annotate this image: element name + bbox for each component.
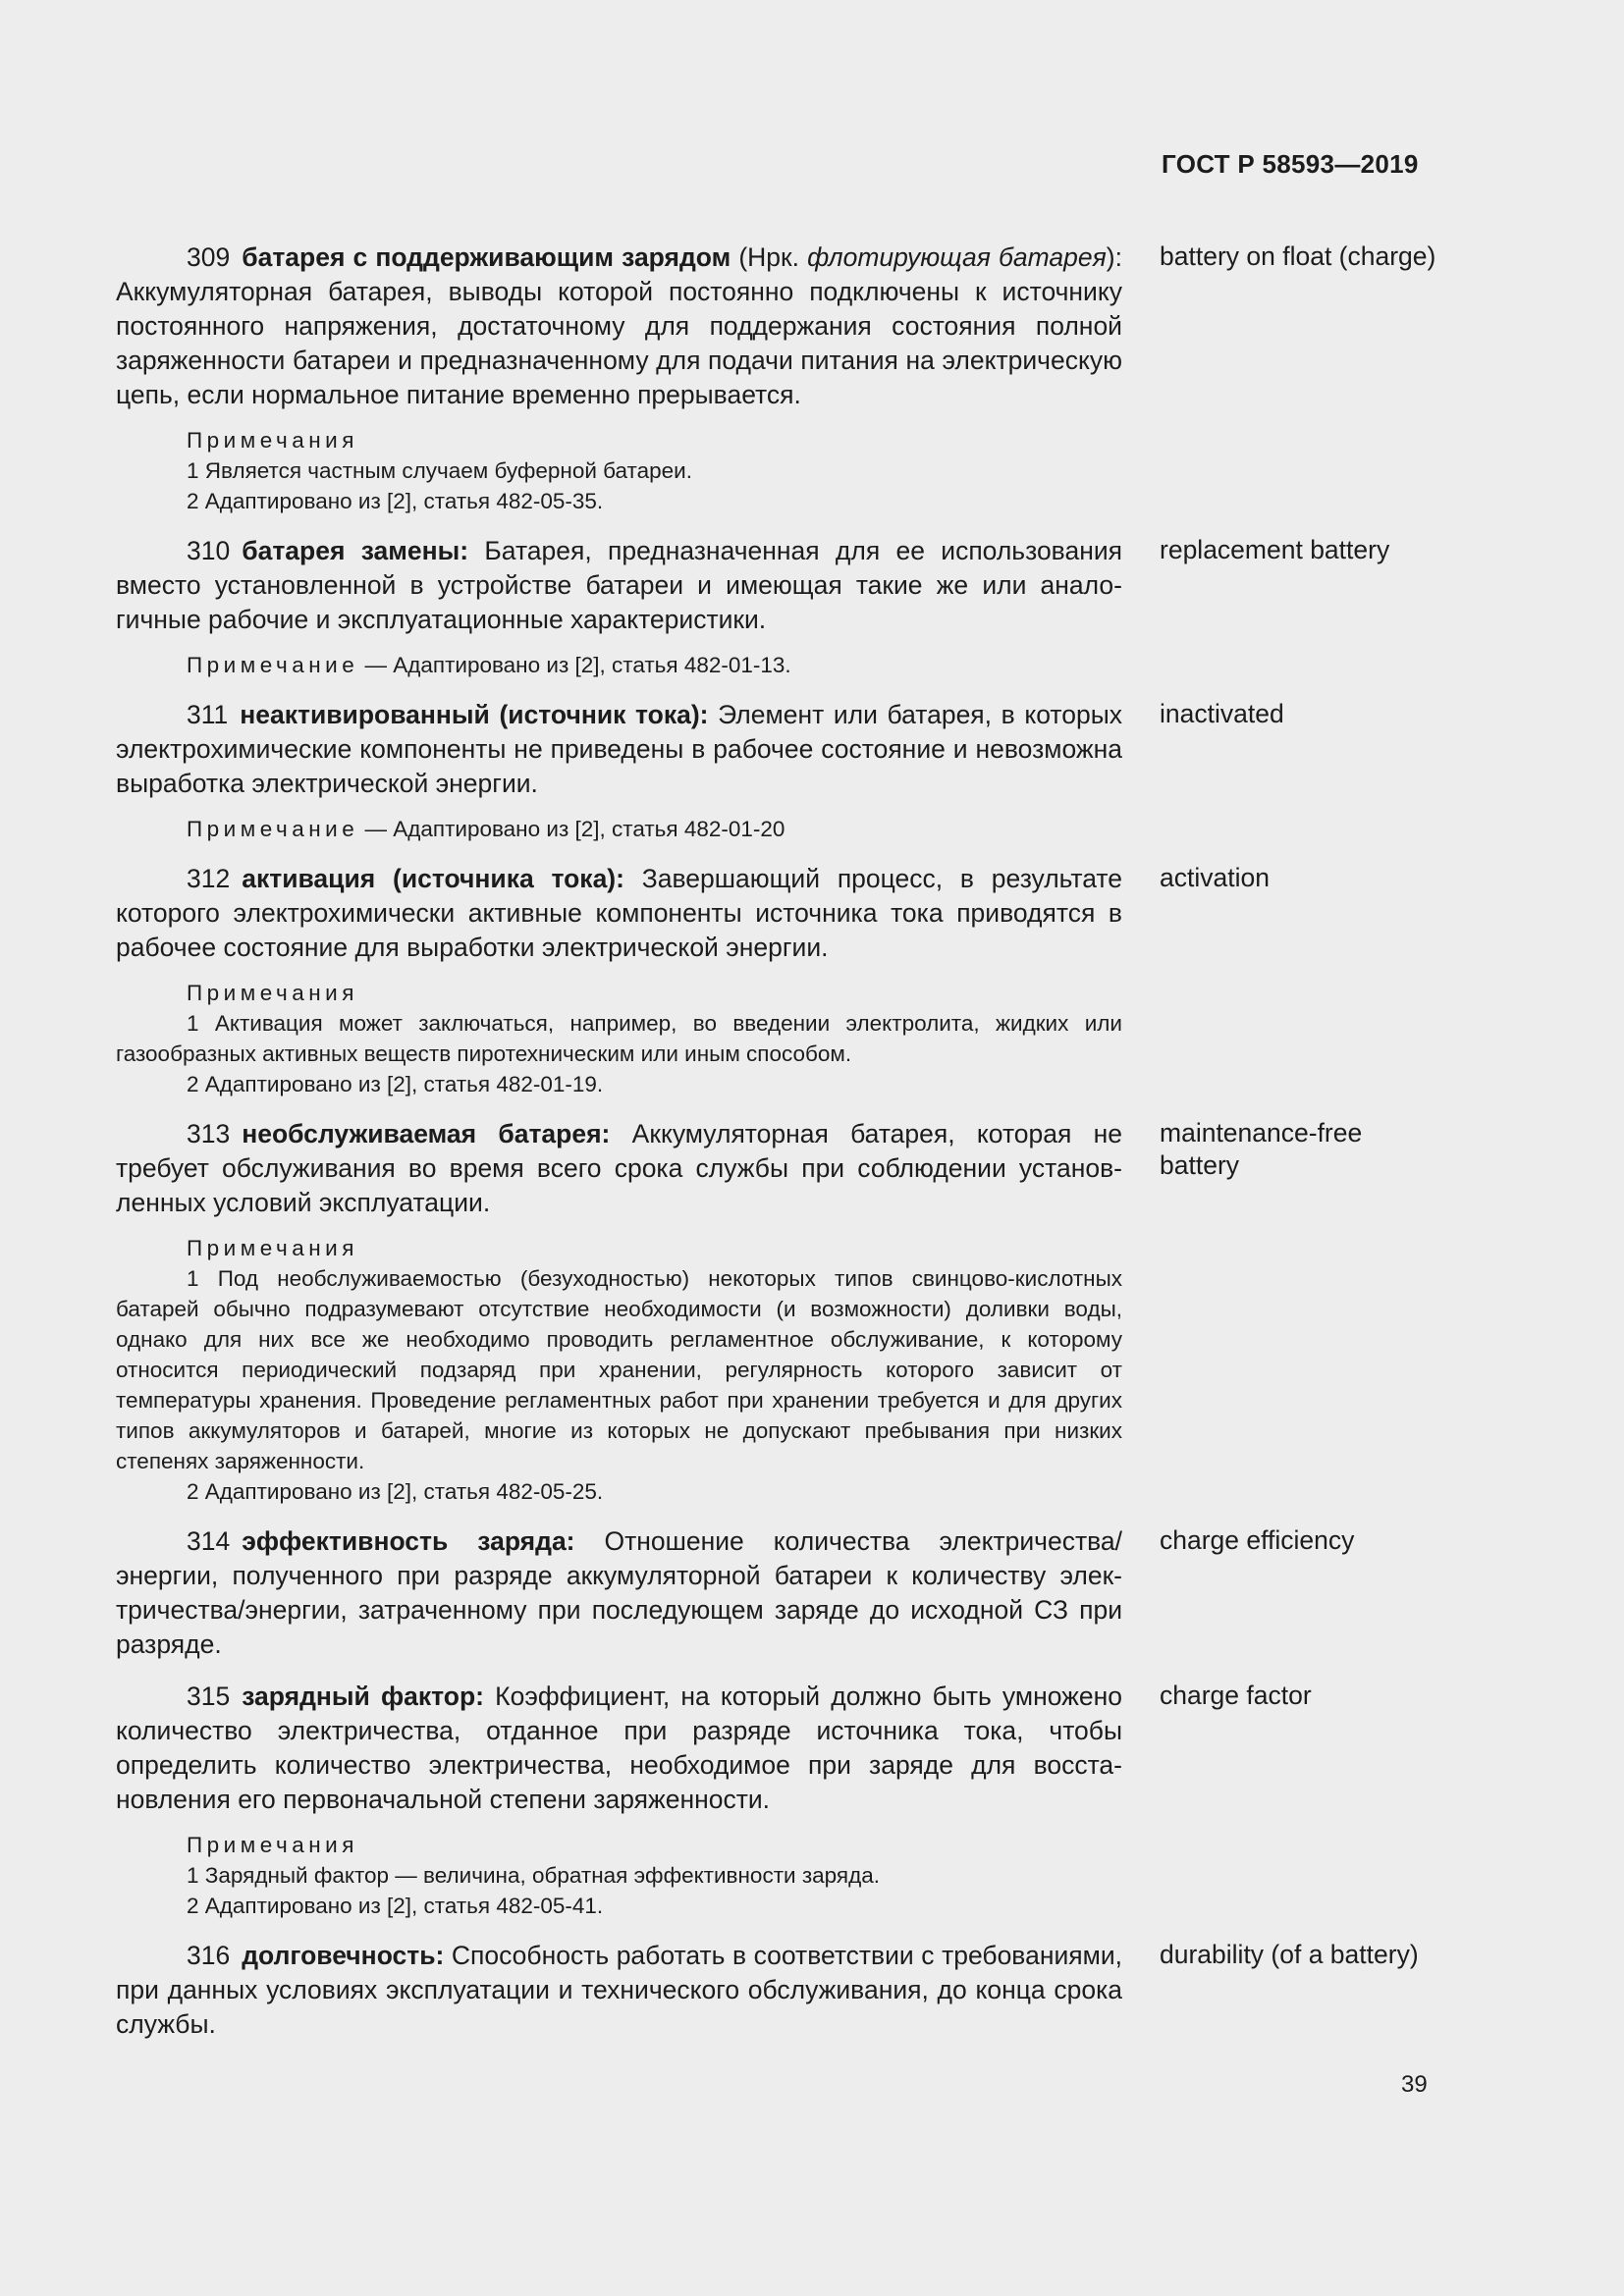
terms-list xyxy=(116,240,1436,2042)
term-name: активация (источника тока): xyxy=(242,864,624,893)
note-item: 1 Под необслуживаемостью (безуходностью) некоторых типов свинцово-кислотных батарей обычно подразумевают отсутствие необходимости (и возможности) доливки воды, однако для них все же необходимо проводить регламентное обслуживание, к которому относится периодический подзаряд при хранении, регулярность которого зависит от температуры хранения. Проведение регламентных работ при хранении требуется и для других типов аккумуляторов и батарей, многие из которых не допускают пребывания при низких степенях заряженности. xyxy=(116,1266,1122,1473)
term-name: неактивированный (источник тока): xyxy=(240,700,709,729)
english-term: inactivated xyxy=(1160,699,1284,728)
note-label: Примечание xyxy=(187,817,359,841)
document-header: ГОСТ Р 58593—2019 xyxy=(1162,149,1419,179)
term-number: 310 xyxy=(187,536,231,565)
term-entry-310 xyxy=(116,534,1432,680)
notes-heading: Примечания xyxy=(187,428,358,453)
term-entry-309 xyxy=(116,240,1436,516)
english-term: battery on float (charge) xyxy=(1160,241,1436,271)
term-name: батарея с поддерживающим зарядом xyxy=(242,242,731,272)
definition-text: Коэффициент, на который должно быть умножено количество электричества, отданное при разряде источника тока, чтобы определить количество электричества, необходимое при заряде для восстановления его первоначальной степени заряженности. xyxy=(116,1682,1122,1814)
note-item xyxy=(116,814,1122,844)
notes-block xyxy=(116,978,1122,1099)
notes-block xyxy=(116,1233,1122,1507)
note-item: 2 Адаптировано из [2], статья 482-05-25. xyxy=(187,1479,604,1504)
english-term: charge factor xyxy=(1160,1681,1312,1710)
definition-text: ): Аккумуляторная батарея, выводы которой постоянно подключены к источнику постоянного напряжения, достаточному для поддержания состояния полной заряженности батареи и предназначенному для подачи питания на электрическую цепь, если нормальное питание временно прерывается. xyxy=(116,242,1122,409)
term-number: 316 xyxy=(187,1941,231,1970)
english-term: replacement battery xyxy=(1160,535,1390,564)
notes-heading: Примечания xyxy=(187,1833,358,1857)
notes-block xyxy=(116,650,1122,680)
term-entry-316 xyxy=(116,1939,1432,2042)
note-text: — Адаптировано из [2], статья 482-01-20 xyxy=(358,817,785,841)
definition-text: Батарея, предназначенная для ее использования вместо установленной в устройстве батареи и имеющая такие же или аналогичные рабочие и эксплуатационные характеристики. xyxy=(116,536,1122,634)
term-definition xyxy=(116,698,1122,801)
term-number: 312 xyxy=(187,864,231,893)
page-number: 39 xyxy=(1401,2071,1428,2098)
term-definition xyxy=(116,1117,1122,1220)
term-number: 309 xyxy=(187,242,231,272)
term-definition xyxy=(116,240,1122,412)
note-item: 1 Активация может заключаться, например, во введении электролита, жидких или газообразных активных веществ пиротехническим или иным способом. xyxy=(116,1011,1122,1066)
english-term: durability (of a battery) xyxy=(1160,1940,1419,1969)
term-number: 314 xyxy=(187,1526,231,1556)
term-alternative: флотирующая батарея xyxy=(807,242,1107,272)
note-item: 2 Адаптировано из [2], статья 482-01-19. xyxy=(187,1072,604,1096)
definition-text: Аккумуляторная батарея, которая не требует обслуживания во время всего срока службы при соблюдении установленных условий эксплуатации. xyxy=(116,1119,1123,1217)
note-item: 2 Адаптировано из [2], статья 482-05-41. xyxy=(187,1894,604,1918)
definition-text: Завершающий процесс, в результате которого электрохимически активные компоненты источника тока приводятся в рабочее состояние для выработки электрической энергии. xyxy=(116,864,1122,962)
term-name: эффективность заряда: xyxy=(242,1526,575,1556)
term-entry-313 xyxy=(116,1117,1432,1507)
note-item: 1 Зарядный фактор — величина, обратная эффективности заряда. xyxy=(187,1863,880,1888)
note-label: Примечание xyxy=(187,653,359,677)
notes-block xyxy=(116,425,1122,516)
term-name: необслуживаемая батарея: xyxy=(242,1119,611,1148)
definition-text: Способность работать в соответствии с требованиями, при данных условиях эксплуатации и технического обслуживания, до конца срока службы. xyxy=(116,1941,1122,2039)
term-entry-315 xyxy=(116,1680,1432,1921)
term-entry-312 xyxy=(116,862,1432,1099)
term-name: батарея замены: xyxy=(242,536,469,565)
notes-block xyxy=(116,814,1122,844)
term-definition xyxy=(116,534,1122,637)
note-item: 1 Является частным случаем буферной батареи. xyxy=(187,458,692,483)
note-item xyxy=(116,650,1122,680)
term-name: зарядный фактор: xyxy=(242,1682,485,1711)
term-number: 315 xyxy=(187,1682,231,1711)
notes-heading: Примечания xyxy=(187,981,358,1005)
term-entry-314 xyxy=(116,1524,1432,1662)
term-number: 313 xyxy=(187,1119,231,1148)
english-term: charge efficiency xyxy=(1160,1525,1355,1555)
note-text: — Адаптировано из [2], статья 482-01-13. xyxy=(358,653,791,677)
term-definition xyxy=(116,1939,1122,2042)
definition-text: Отношение количества электричества/ энергии, полученного при разряде аккумуляторной батареи к количеству электричества/энергии, затраченному при последующем заряде до исходной СЗ при разряде. xyxy=(116,1526,1122,1659)
notes-block xyxy=(116,1830,1122,1921)
term-definition xyxy=(116,1524,1122,1662)
english-term: maintenance-free battery xyxy=(1160,1118,1363,1180)
term-aside: (Нрк. xyxy=(731,242,808,272)
term-definition xyxy=(116,862,1122,965)
definition-text: Элемент или батарея, в которых электрохимические компоненты не приведены в рабочее состояние и невозможна выработка электрической энергии. xyxy=(116,700,1122,798)
term-entry-311 xyxy=(116,698,1432,844)
notes-heading: Примечания xyxy=(187,1236,358,1260)
term-name: долговечность: xyxy=(242,1941,445,1970)
term-definition xyxy=(116,1680,1122,1817)
english-term: activation xyxy=(1160,863,1270,892)
term-number: 311 xyxy=(187,700,229,729)
note-item: 2 Адаптировано из [2], статья 482-05-35. xyxy=(187,489,604,513)
